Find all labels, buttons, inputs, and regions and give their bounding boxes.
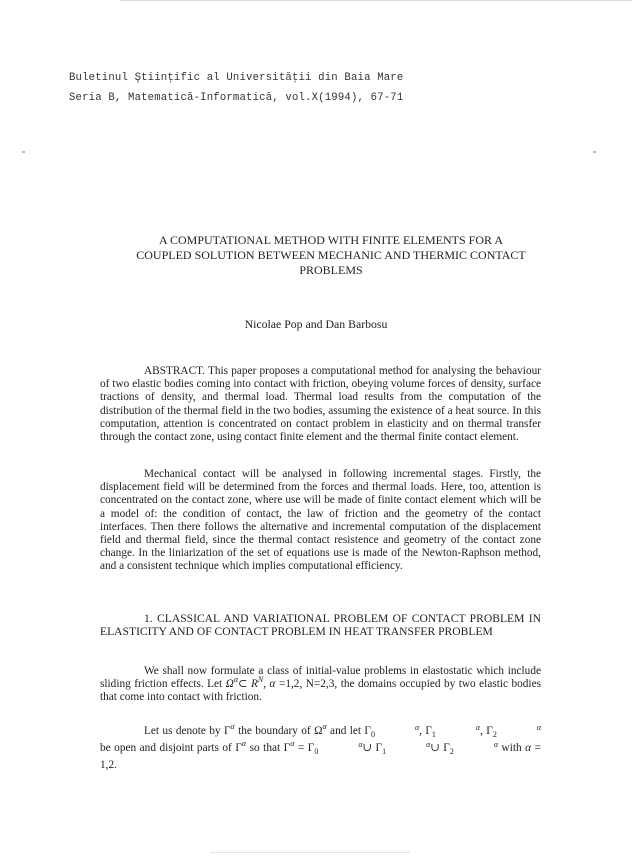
scan-edge-bottom — [210, 852, 410, 853]
paper-title — [110, 233, 552, 278]
abstract-paragraph: ABSTRACT. This paper proposes a computational method for analysing the behaviour of two elastic bodies coming into contact with friction, obeying volume forces of density, surface tractions of density, and thermal load. Thermal load results from the computation of the distribution of the thermal field in the two bodies, assuming the existence of a heat source. In this computation, attention is concentrated on contact problem in elasticity and on thermal transfer through the contact zone, using contact finite element and the thermal finite contact element. — [100, 365, 541, 444]
boundary-union-formula: $\Gamma^\alpha = \Gamma$ α 0 ∪ Γ α 1 ∪ Γ α 2 — [283, 739, 499, 757]
boundary-text-a: Let us denote by — [144, 725, 224, 737]
title-line-3: PROBLEMS — [299, 263, 363, 277]
body-paragraph-mechanical-contact: Mechanical contact will be analysed in following incremental stages. Firstly, the displacement field will be determined from the forces and thermal loads. Here, too, attention is concentrated on the contact zone, where use will be made of finite contact element which will be a model of: the condition of contact, the law of friction and the geometry of the contact interfaces. Then there follows the alternative and incremental computation of the displacement field and thermal field, since the thermal contact resistence and geometry of the contact zone change. In the liniarization of the set of equations use is made of the Newton-Raphson method, and a consistent technique which implies computational efficiency. — [100, 468, 541, 573]
boundary-text-c: and let — [326, 725, 365, 737]
scan-speck — [593, 151, 596, 153]
title-line-1: A COMPUTATIONAL METHOD WITH FINITE ELEMENTS FOR A — [158, 233, 504, 247]
formulation-text-b: , the domains occupied by two elastic bodies that come into contact with friction. — [100, 678, 541, 704]
boundary-parts-formula: Γ α 0 , Γ α 1 , Γ α 2 — [364, 723, 542, 740]
formulation-text-a: We shall now formulate a class of initial-value problems in elastostatic which include sliding friction effects. Let — [100, 665, 541, 691]
body-paragraph-formulation — [100, 665, 541, 705]
boundary-text-b: the boundary of — [234, 725, 315, 737]
title-line-2: COUPLED SOLUTION BETWEEN MECHANIC AND THERMIC CONTACT — [136, 248, 526, 262]
boundary-text-f: with — [498, 742, 526, 754]
boundary-text-d: be open and disjoint parts of — [100, 742, 236, 754]
journal-header — [69, 68, 403, 108]
section-heading: 1. CLASSICAL AND VARIATIONAL PROBLEM OF CONTACT PROBLEM IN ELASTICITY AND OF CONTACT PROBLEM IN HEAT TRANSFER PROBLEM — [100, 612, 541, 638]
journal-name: Buletinul Ştiinţific al Universităţii din Baia Mare — [69, 72, 404, 84]
alpha-range-formula: α = 1,2. — [100, 742, 541, 771]
boundary-symbol: $\Gamma^\alpha$ — [223, 722, 235, 737]
journal-series: Seria B, Matematică-Informatică, vol.X(1994), 67-71 — [69, 92, 404, 104]
boundary-symbol: $\Gamma^\alpha$ — [235, 739, 247, 754]
body-paragraph-boundary — [100, 723, 541, 774]
domain-symbol: $\Omega^\alpha$ — [314, 722, 327, 737]
author-list: Nicolae Pop and Dan Barbosu — [244, 317, 388, 331]
scan-edge-top — [120, 0, 632, 1]
scan-speck — [22, 151, 25, 153]
boundary-text-e: so that — [246, 742, 284, 754]
domain-formula: $\Omega^\alpha\subset$ $R^N$, α =1,2, N=2,3 — [225, 675, 335, 691]
